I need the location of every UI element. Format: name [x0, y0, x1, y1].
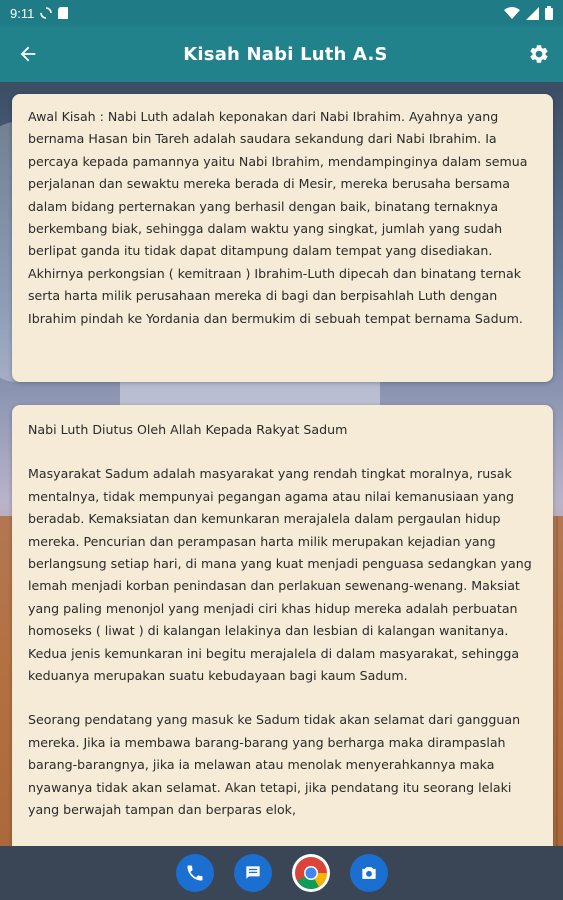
chrome-icon — [294, 856, 328, 890]
messages-app-button[interactable] — [234, 854, 272, 892]
messages-icon — [243, 863, 263, 883]
dock — [0, 846, 563, 900]
sd-card-icon — [58, 7, 68, 19]
gear-icon — [528, 43, 550, 65]
status-time: 9:11 — [10, 5, 35, 21]
story-paragraph: Masyarakat Sadum adalah masyarakat yang rendah tingkat moralnya, rusak mentalnya, tidak mempunyai pegangan agama atau nilai kemanusiaan yang beradab. Kemaksiatan dan kemunkaran merajalela dalam pergaulan hidup mereka. Pencurian dan perampasan harta milik merupakan kejadian yang berlangsung setiap hari, di mana yang kuat menjadi penguasa sedangkan yang lemah menjadi korban penindasan dan perlakuan sewenang-wenang. Maksiat yang paling menonjol yang menjadi ciri khas hidup mereka adalah perbuatan homoseks ( liwat ) di kalangan lelakinya dan lesbian di kalangan wanitanya. Kedua jenis kemunkaran ini begitu merajalela di dalam masyarakat, sehingga keduanya merupakan suatu kebudayaan bagi kaum Sadum. — [28, 466, 532, 684]
sync-icon — [40, 7, 52, 19]
page-title: Kisah Nabi Luth A.S — [183, 43, 388, 65]
story-paragraph: Seorang pendatang yang masuk ke Sadum tidak akan selamat dari gangguan mereka. Jika ia membawa barang-barang yang berharga maka dirampaslah barang-barangnya, jika ia melawan atau menolak menyerahkannya maka nyawanya tidak akan selamat. Akan tetapi, jika pendatang itu seorang lelaki yang berwajah tampan dan berparas elok, — [28, 712, 521, 818]
wifi-icon — [504, 7, 520, 19]
battery-icon — [545, 6, 553, 20]
camera-icon — [359, 863, 379, 883]
back-button[interactable] — [0, 26, 56, 82]
story-card — [12, 405, 553, 865]
camera-app-button[interactable] — [350, 854, 388, 892]
settings-button[interactable] — [515, 26, 563, 82]
arrow-back-icon — [17, 43, 39, 65]
section-heading: Nabi Luth Diutus Oleh Allah Kepada Rakyat Sadum — [28, 422, 348, 437]
phone-app-button[interactable] — [176, 854, 214, 892]
status-bar — [0, 0, 563, 26]
app-bar — [0, 26, 563, 82]
signal-icon — [526, 7, 539, 20]
story-card — [12, 94, 553, 382]
chrome-app-button[interactable] — [292, 854, 330, 892]
story-paragraph: Awal Kisah : Nabi Luth adalah keponakan dari Nabi Ibrahim. Ayahnya yang bernama Hasan bin Tareh adalah saudara sekandung dari Nabi Ibrahim. Ia percaya kepada pamannya yaitu Nabi Ibrahim, mendampinginya dalam semua perjalanan dan sewaktu mereka berada di Mesir, mereka berusaha bersama dalam bidang perternakan yang berhasil dengan baik, binatang ternaknya berkembang biak, sehingga dalam waktu yang singkat, jumlah yang sudah berlipat ganda itu tidak dapat ditampung dalam tempat yang disediakan. Akhirnya perkongsian ( kemitraan ) Ibrahim-Luth dipecah dan binatang ternak serta harta milik perusahaan mereka di bagi dan berpisahlah Luth dengan Ibrahim pindah ke Yordania dan bermukim di sebuah tempat bernama Sadum. — [28, 109, 528, 326]
phone-icon — [185, 863, 205, 883]
